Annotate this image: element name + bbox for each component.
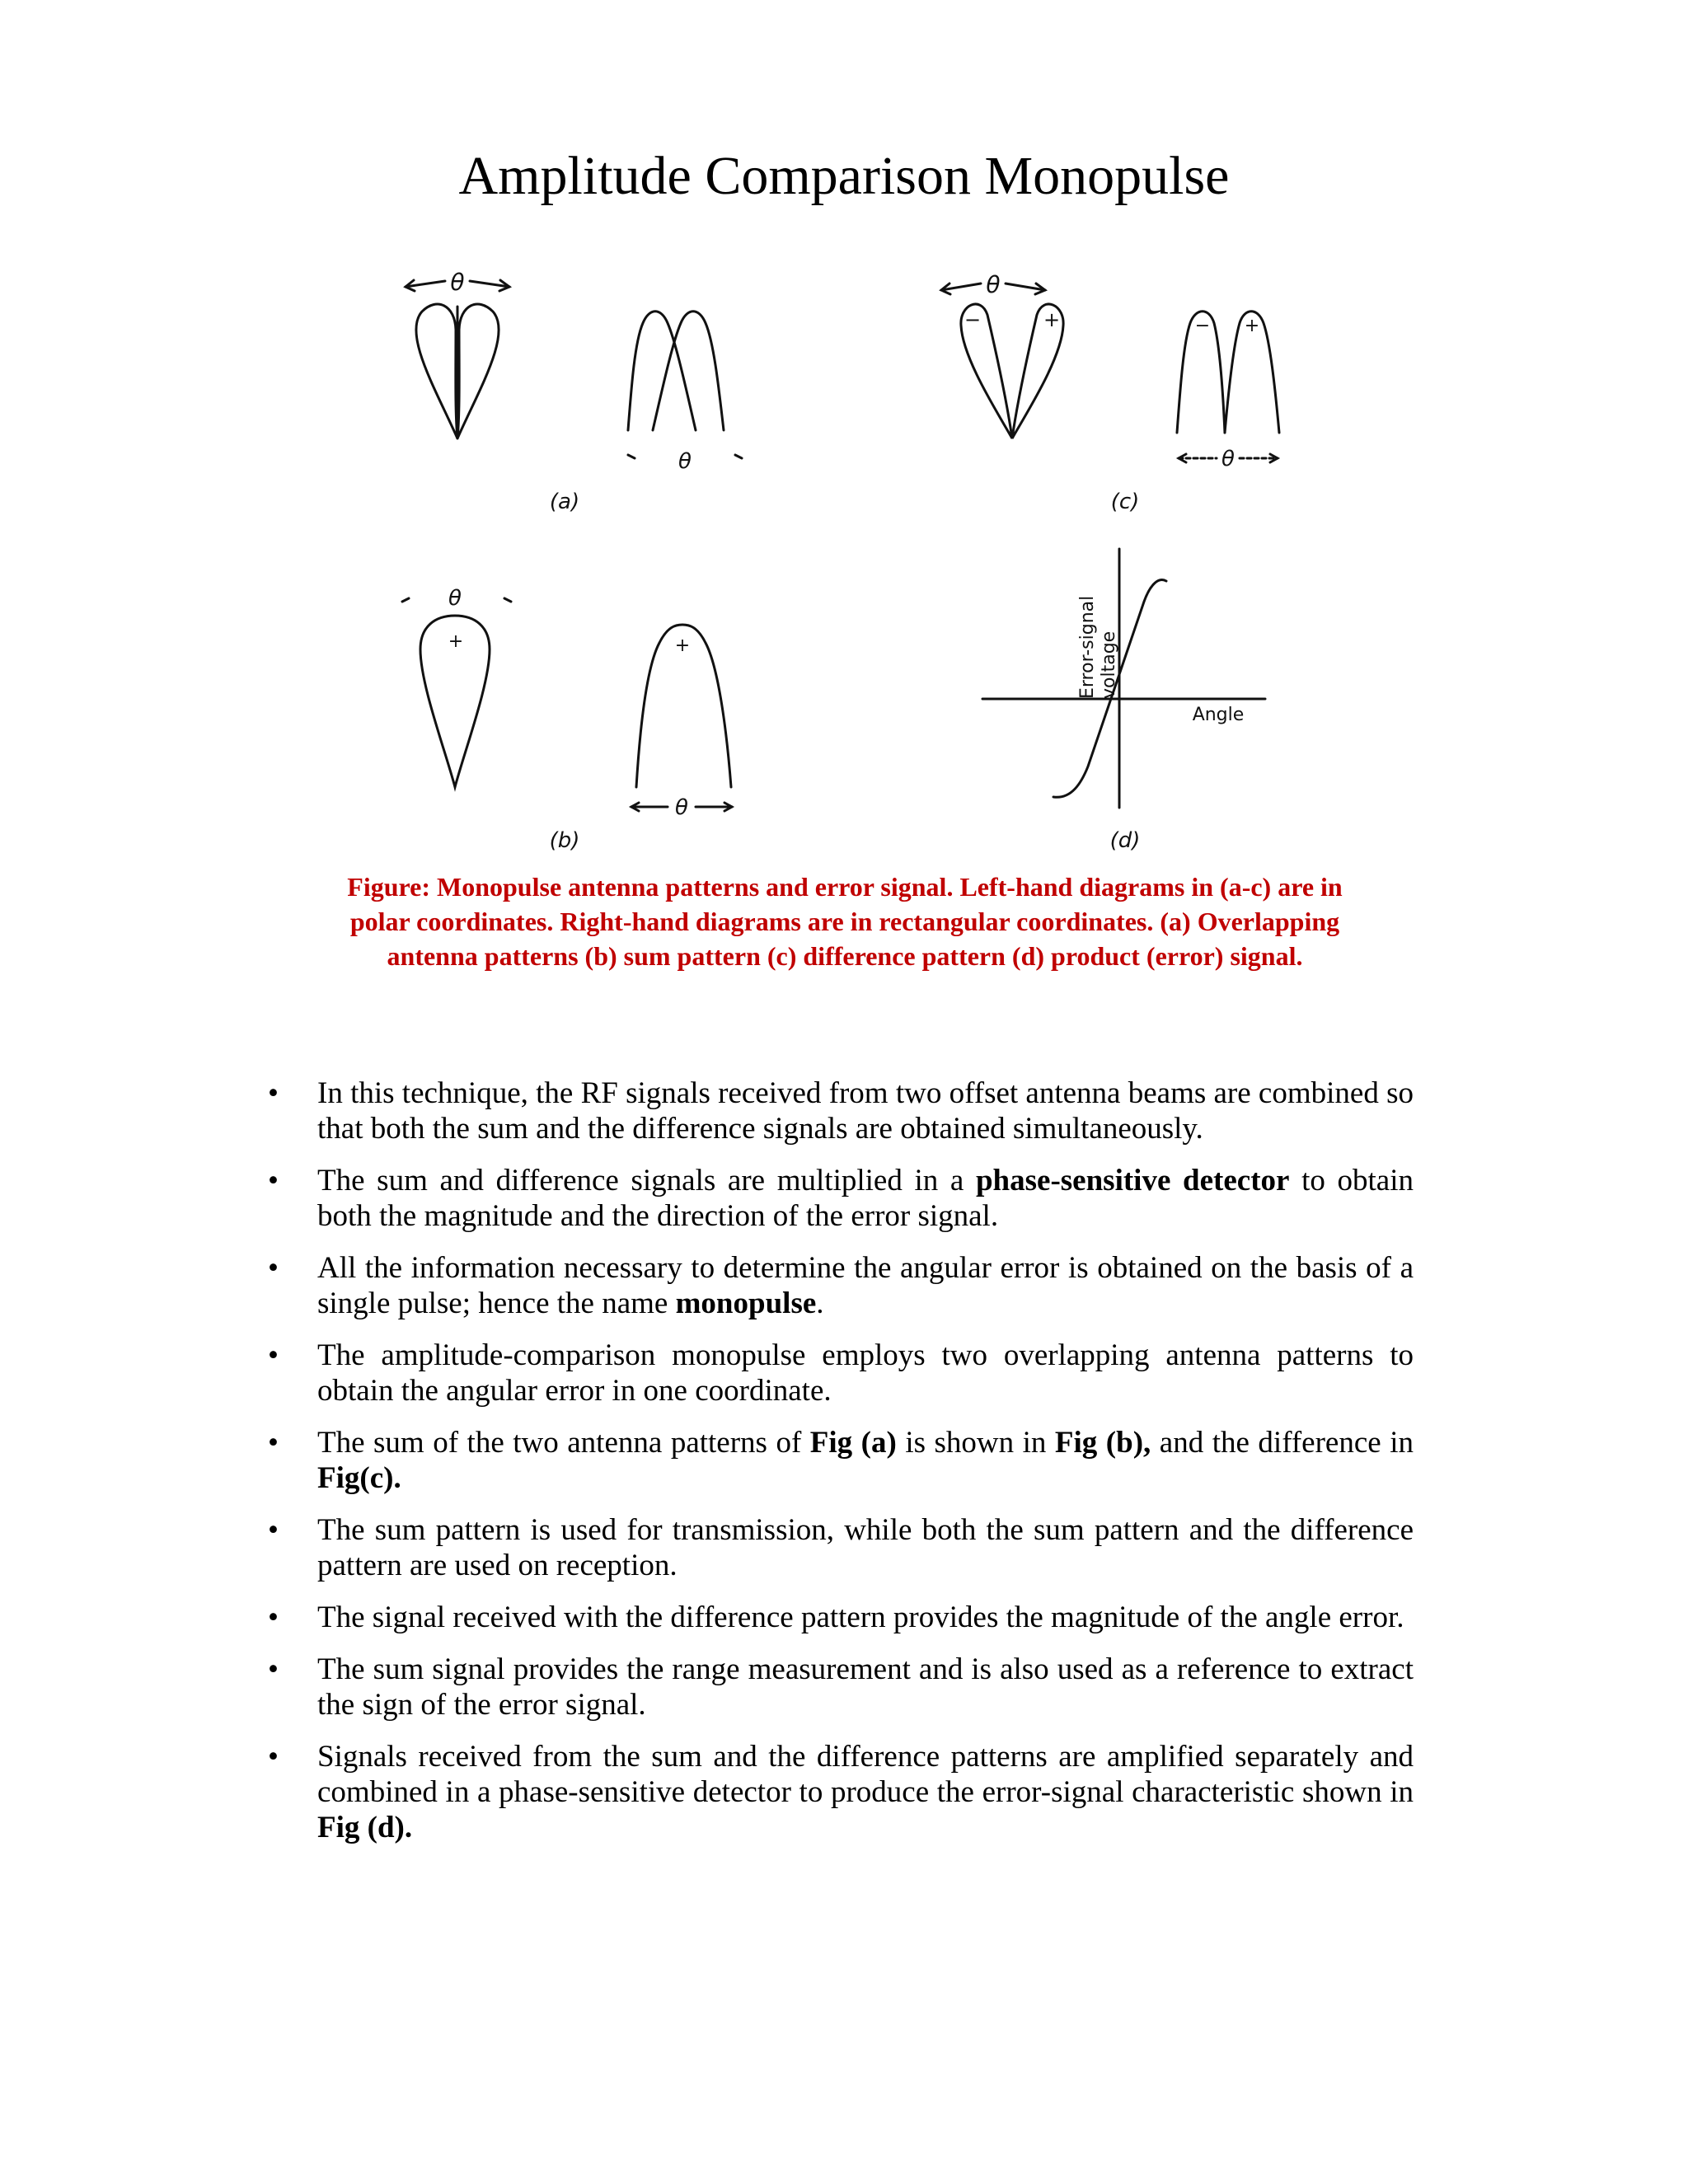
panel-a-rect	[628, 312, 742, 474]
bullet-dot: •	[268, 1426, 279, 1460]
list-item	[268, 1739, 1414, 1845]
panel-b-polar	[402, 586, 511, 787]
panel-a-polar	[406, 269, 509, 438]
bullet-dot: •	[268, 1652, 279, 1686]
figure-reference: Fig(c).	[317, 1461, 401, 1495]
plus-sign: +	[1043, 308, 1061, 331]
y-axis-label-line1: Error-signal	[1077, 595, 1098, 699]
lobe-left	[416, 304, 457, 438]
list-item-text: The amplitude-comparison monopulse employs two overlapping antenna patterns to obtain the angular error in one coordinate.	[317, 1338, 1414, 1408]
figure-reference: Fig (a)	[809, 1426, 897, 1460]
lobe-right	[457, 304, 499, 438]
x-axis-label: Angle	[1192, 705, 1245, 725]
bullet-list	[268, 1076, 1414, 1862]
list-item-text: The sum and difference signals are multiplied in a	[317, 1164, 976, 1197]
plus-sign: +	[674, 635, 691, 656]
panel-label-b: (b)	[549, 828, 580, 853]
plus-sign: +	[1244, 316, 1260, 336]
minus-sign: −	[1194, 316, 1211, 336]
panel-label-a: (a)	[549, 490, 580, 514]
bullet-dot: •	[268, 1338, 279, 1372]
bold-term: monopulse	[675, 1286, 817, 1320]
y-axis-label-line2: voltage	[1099, 630, 1119, 699]
bullet-dot: •	[268, 1601, 279, 1634]
theta-tick-right	[735, 455, 742, 458]
panel-d-error-signal	[982, 549, 1265, 808]
minus-sign: −	[964, 308, 982, 331]
figure-caption: Figure: Monopulse antenna patterns and error signal. Left-hand diagrams in (a-c) are in polar coordinates. Right-hand diagrams are in rectangular coordinates. (a) Overlapping antenna patterns (b) sum pattern (c) difference pattern (d) product (error) signal.	[347, 872, 1343, 971]
theta-label: θ	[450, 269, 465, 296]
list-item	[268, 1163, 1414, 1234]
figure-drawing	[363, 255, 1319, 861]
list-item-text: to obtain both the magnitude and the direction of the error signal.	[317, 1164, 1414, 1233]
plus-sign: +	[448, 631, 464, 652]
bullet-dot: •	[268, 1164, 279, 1197]
figure-reference: Fig (d).	[317, 1811, 413, 1844]
theta-label: θ	[448, 586, 462, 611]
theta-tick-right	[504, 598, 511, 602]
monopulse-figure	[363, 255, 1319, 861]
panel-label-d: (d)	[1109, 828, 1141, 853]
bullet-dot: •	[268, 1251, 279, 1285]
list-item	[268, 1600, 1414, 1635]
theta-tick-left	[628, 455, 635, 458]
bullet-dot: •	[268, 1513, 279, 1547]
panel-b-rect	[631, 625, 732, 820]
list-item-text: The signal received with the difference pattern provides the magnitude of the angle error.	[317, 1601, 1404, 1634]
bold-term: phase-sensitive detector	[975, 1164, 1290, 1197]
list-item	[268, 1652, 1414, 1722]
list-item	[268, 1250, 1414, 1321]
theta-label: θ	[1221, 447, 1235, 471]
list-item	[268, 1076, 1414, 1146]
list-item	[268, 1512, 1414, 1583]
list-item-text: The sum signal provides the range measurement and is also used as a reference to extract the sign of the error signal.	[317, 1652, 1414, 1722]
panel-c-polar	[941, 271, 1063, 438]
bullet-dot: •	[268, 1740, 279, 1774]
list-item-text: and the difference in	[1151, 1426, 1414, 1460]
list-item	[268, 1338, 1414, 1408]
theta-label: θ	[678, 449, 692, 474]
panel-c-rect	[1177, 312, 1279, 471]
pattern-left	[628, 312, 696, 430]
bullet-dot: •	[268, 1076, 279, 1110]
panel-label-c: (c)	[1110, 490, 1140, 514]
list-item	[268, 1425, 1414, 1496]
list-item-text: .	[816, 1286, 824, 1320]
theta-tick-left	[402, 598, 409, 602]
theta-label: θ	[675, 795, 688, 820]
list-item-text: In this technique, the RF signals received from two offset antenna beams are combined so that both the sum and the difference signals are obtained simultaneously.	[317, 1076, 1414, 1146]
list-item-text: Signals received from the sum and the difference patterns are amplified separately and combined in a phase-sensitive detector to produce the error-signal characteristic shown in	[317, 1740, 1414, 1809]
list-item-text: The sum of the two antenna patterns of	[317, 1426, 810, 1460]
list-item-text: All the information necessary to determine the angular error is obtained on the basis of a single pulse; hence the name	[317, 1251, 1414, 1320]
theta-label: θ	[986, 271, 1001, 298]
list-item-text: The sum pattern is used for transmission, while both the sum pattern and the difference pattern are used on reception.	[317, 1513, 1414, 1582]
figure-reference: Fig (b),	[1054, 1426, 1151, 1460]
page-title: Amplitude Comparison Monopulse	[458, 146, 1230, 206]
list-item-text: is shown in	[896, 1426, 1055, 1460]
pattern-right	[653, 312, 724, 430]
